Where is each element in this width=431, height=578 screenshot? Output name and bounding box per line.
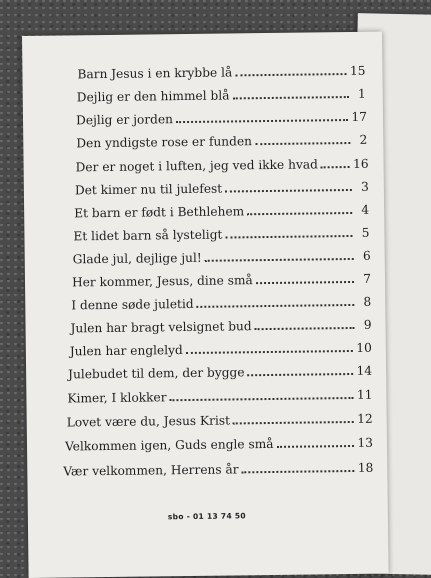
toc-title: Et lidet barn så lysteligt [73,227,223,244]
toc-title: Lovet være du, Jesus Krist [66,413,231,430]
toc-page-number: 6 [362,248,371,263]
table-of-contents [22,32,382,479]
toc-page-number: 5 [361,225,370,240]
toc-title: Det kimer nu til julefest [74,181,223,198]
toc-entry [63,461,373,479]
toc-entry [72,272,371,290]
toc-entry [67,388,372,406]
toc-title: Der er noget i luften, jeg ved ikke hvad [75,157,318,175]
toc-title: Dejlig er jorden [75,112,174,128]
toc-leader [170,397,354,401]
toc-title: Kimer, I klokker [67,390,167,406]
toc-leader [225,235,352,239]
toc-leader [225,189,352,193]
toc-entry [73,226,369,244]
toc-entry [67,412,373,430]
toc-leader [255,327,355,330]
toc-page-number: 14 [356,363,373,378]
toc-entry [76,133,367,151]
toc-leader [197,304,355,308]
toc-page-number: 13 [357,435,374,450]
toc-leader [255,142,350,145]
toc-leader [232,96,348,99]
toc-entry [75,180,369,198]
toc-title: Her kommer, Jesus, dine små [71,273,253,290]
toc-page-number: 10 [356,340,372,355]
toc-leader [205,258,354,262]
toc-title: Vær velkommen, Herrens år [63,462,239,479]
toc-page-number: 7 [363,271,372,286]
toc-page-number: 18 [357,460,374,475]
toc-title: Julen har bragt velsignet bud [70,319,252,336]
toc-page-number: 16 [352,156,369,171]
toc-title: I denne søde juletid [71,296,194,313]
toc-entry [77,64,365,82]
toc-entry [68,364,372,382]
toc-page-number: 12 [357,411,373,426]
toc-title: Et barn er født i Bethlehem [74,204,245,221]
toc-title: Julebudet til dem, der bygge [68,365,245,382]
toc-entry [71,295,371,313]
toc-page-number: 11 [356,387,373,402]
toc-page-number: 1 [357,86,366,101]
toc-page-number: 17 [351,109,368,124]
toc-entry [74,203,369,221]
toc-leader [248,373,354,376]
toc-title: Dejlig er den himmel blå [76,88,230,105]
toc-page-number: 4 [361,202,370,217]
toc-title: Den yndigste rose er funden [76,134,253,151]
toc-leader [233,421,354,424]
toc-leader [277,445,355,448]
print-code: sbo - 01 13 74 50 [167,511,246,522]
toc-page-number: 8 [363,294,372,309]
toc-leader [247,212,352,215]
toc-title: Glade jul, dejlige jul! [72,250,202,267]
toc-entry [76,157,369,175]
toc-entry [76,110,367,128]
toc-page-number: 15 [349,63,366,78]
toc-title: Julen har englelyd [69,343,183,359]
toc-page-number: 2 [359,132,368,147]
toc-leader [242,470,355,473]
toc-entry [70,341,372,359]
booklet-page [22,32,389,578]
toc-entry [70,318,371,336]
toc-title: Velkommen igen, Guds engle små [64,436,274,454]
toc-leader [186,350,354,354]
toc-leader [176,119,349,123]
toc-entry [65,436,373,454]
toc-leader [321,166,350,168]
toc-leader [256,281,354,284]
toc-page-number: 3 [361,179,369,194]
toc-entry [77,87,366,105]
toc-leader [235,73,347,76]
toc-page-number: 9 [363,317,372,332]
toc-title: Barn Jesus i en krybbe lå [77,65,233,82]
toc-entry [73,249,371,267]
